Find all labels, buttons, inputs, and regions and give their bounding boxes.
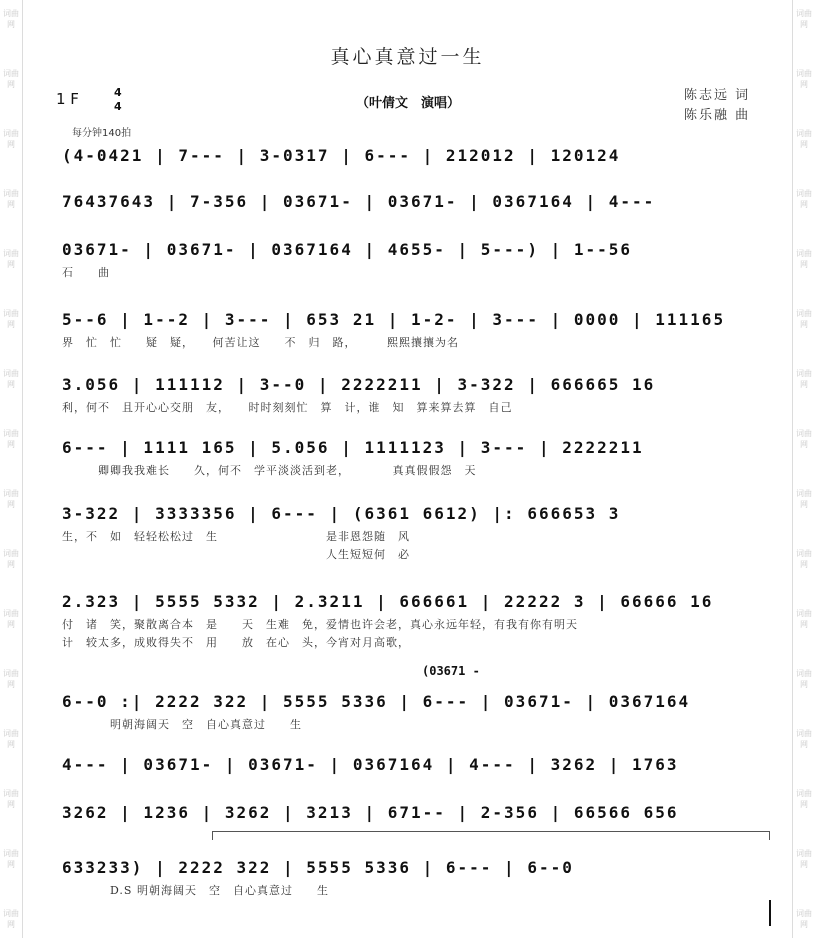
watermark-text: 词曲网	[3, 669, 19, 689]
lyricist: 陈志远 词	[684, 88, 751, 103]
watermark-text: 词曲网	[3, 489, 19, 509]
notation-line: 2.323 | 5555 5332 | 2.3211 | 666661 | 22222 3 | 66666 16	[62, 592, 714, 611]
right-watermark-column	[792, 0, 815, 938]
key-signature: 1 F	[56, 90, 79, 108]
watermark-text: 词曲网	[796, 309, 812, 329]
notation-line: (4-0421 | 7--- | 3-0317 | 6--- | 212012 | 120124	[62, 146, 621, 165]
time-signature-top: 4	[114, 86, 122, 99]
watermark-text: 词曲网	[796, 189, 812, 209]
song-title: 真心真意过一生	[330, 46, 485, 68]
lyric-line: 人生短短何 必	[62, 548, 410, 561]
composer: 陈乐融 曲	[684, 108, 751, 123]
notation-line: 633233) | 2222 322 | 5555 5336 | 6--- | 6--0	[62, 858, 574, 877]
notation-line: 03671- | 03671- | 0367164 | 4655- | 5---) | 1--56	[62, 240, 633, 259]
singer: （叶倩文 演唱）	[356, 96, 461, 111]
watermark-text: 词曲网	[3, 729, 19, 749]
watermark-text: 词曲网	[3, 429, 19, 449]
lyric-line: 付 诸 笑，聚散离合本 是 天 生难 免，爱情也许会老，真心永远年轻，有我有你有明天	[62, 618, 578, 631]
lyric-line: 卿卿我我难长 久，何不 学平淡淡活到老， 真真假假怨 天	[62, 464, 477, 477]
watermark-text: 词曲网	[796, 849, 812, 869]
lyric-line: 利，何不 且开心心交朋 友， 时时刻刻忙 算 计，谁 知 算来算去算 自己	[62, 401, 513, 414]
watermark-text: 词曲网	[3, 849, 19, 869]
repeat-annotation: (03671 -	[422, 664, 480, 678]
watermark-text: 词曲网	[3, 369, 19, 389]
notation-line: 4--- | 03671- | 03671- | 0367164 | 4--- | 3262 | 1763	[62, 755, 679, 774]
watermark-text: 词曲网	[3, 789, 19, 809]
watermark-text: 词曲网	[3, 249, 19, 269]
watermark-text: 词曲网	[796, 249, 812, 269]
lyric-line: 生，不 如 轻轻松松过 生 是非恩怨随 风	[62, 530, 410, 543]
lyric-line: 石 曲	[62, 266, 110, 279]
watermark-text: 词曲网	[3, 69, 19, 89]
notation-line: 3262 | 1236 | 3262 | 3213 | 671-- | 2-356 | 66566 656	[62, 803, 679, 822]
lyric-line: D.S 明朝海阔天 空 自心真意过 生	[62, 884, 329, 897]
watermark-text: 词曲网	[796, 729, 812, 749]
watermark-text: 词曲网	[3, 609, 19, 629]
watermark-text: 词曲网	[3, 129, 19, 149]
notation-line: 6--- | 1111 165 | 5.056 | 1111123 | 3--- | 2222211	[62, 438, 644, 457]
notation-line: 5--6 | 1--2 | 3--- | 653 21 | 1-2- | 3--- | 0000 | 111165	[62, 310, 726, 329]
watermark-text: 词曲网	[796, 489, 812, 509]
watermark-text: 词曲网	[3, 9, 19, 29]
watermark-text: 词曲网	[796, 9, 812, 29]
watermark-text: 词曲网	[3, 909, 19, 929]
notation-line: 6--0 :| 2222 322 | 5555 5336 | 6--- | 03671- | 0367164	[62, 692, 691, 711]
watermark-text: 词曲网	[796, 609, 812, 629]
notation-line: 3-322 | 3333356 | 6--- | (6361 6612) |: 666653 3	[62, 504, 621, 523]
watermark-text: 词曲网	[796, 669, 812, 689]
ending-bracket	[212, 831, 770, 840]
watermark-text: 词曲网	[796, 789, 812, 809]
notation-line: 76437643 | 7-356 | 03671- | 03671- | 0367164 | 4---	[62, 192, 656, 211]
watermark-text: 词曲网	[3, 549, 19, 569]
time-signature-bottom: 4	[114, 100, 122, 113]
watermark-text: 词曲网	[796, 429, 812, 449]
final-barline	[769, 900, 771, 926]
watermark-text: 词曲网	[796, 909, 812, 929]
watermark-text: 词曲网	[3, 189, 19, 209]
watermark-text: 词曲网	[796, 69, 812, 89]
watermark-text: 词曲网	[796, 129, 812, 149]
lyric-line: 界 忙 忙 疑 疑， 何苦让这 不 归 路， 熙熙攘攘为名	[62, 336, 459, 349]
tempo-marking: 每分钟140拍	[72, 128, 132, 139]
lyric-line: 计 较太多，成败得失不 用 放 在心 头，今宵对月高歌，	[62, 636, 410, 649]
notation-line: 3.056 | 111112 | 3--0 | 2222211 | 3-322 | 666665 16	[62, 375, 656, 394]
watermark-text: 词曲网	[796, 549, 812, 569]
watermark-text: 词曲网	[796, 369, 812, 389]
lyric-line: 明朝海阔天 空 自心真意过 生	[62, 718, 302, 731]
left-watermark-column	[0, 0, 23, 938]
watermark-text: 词曲网	[3, 309, 19, 329]
